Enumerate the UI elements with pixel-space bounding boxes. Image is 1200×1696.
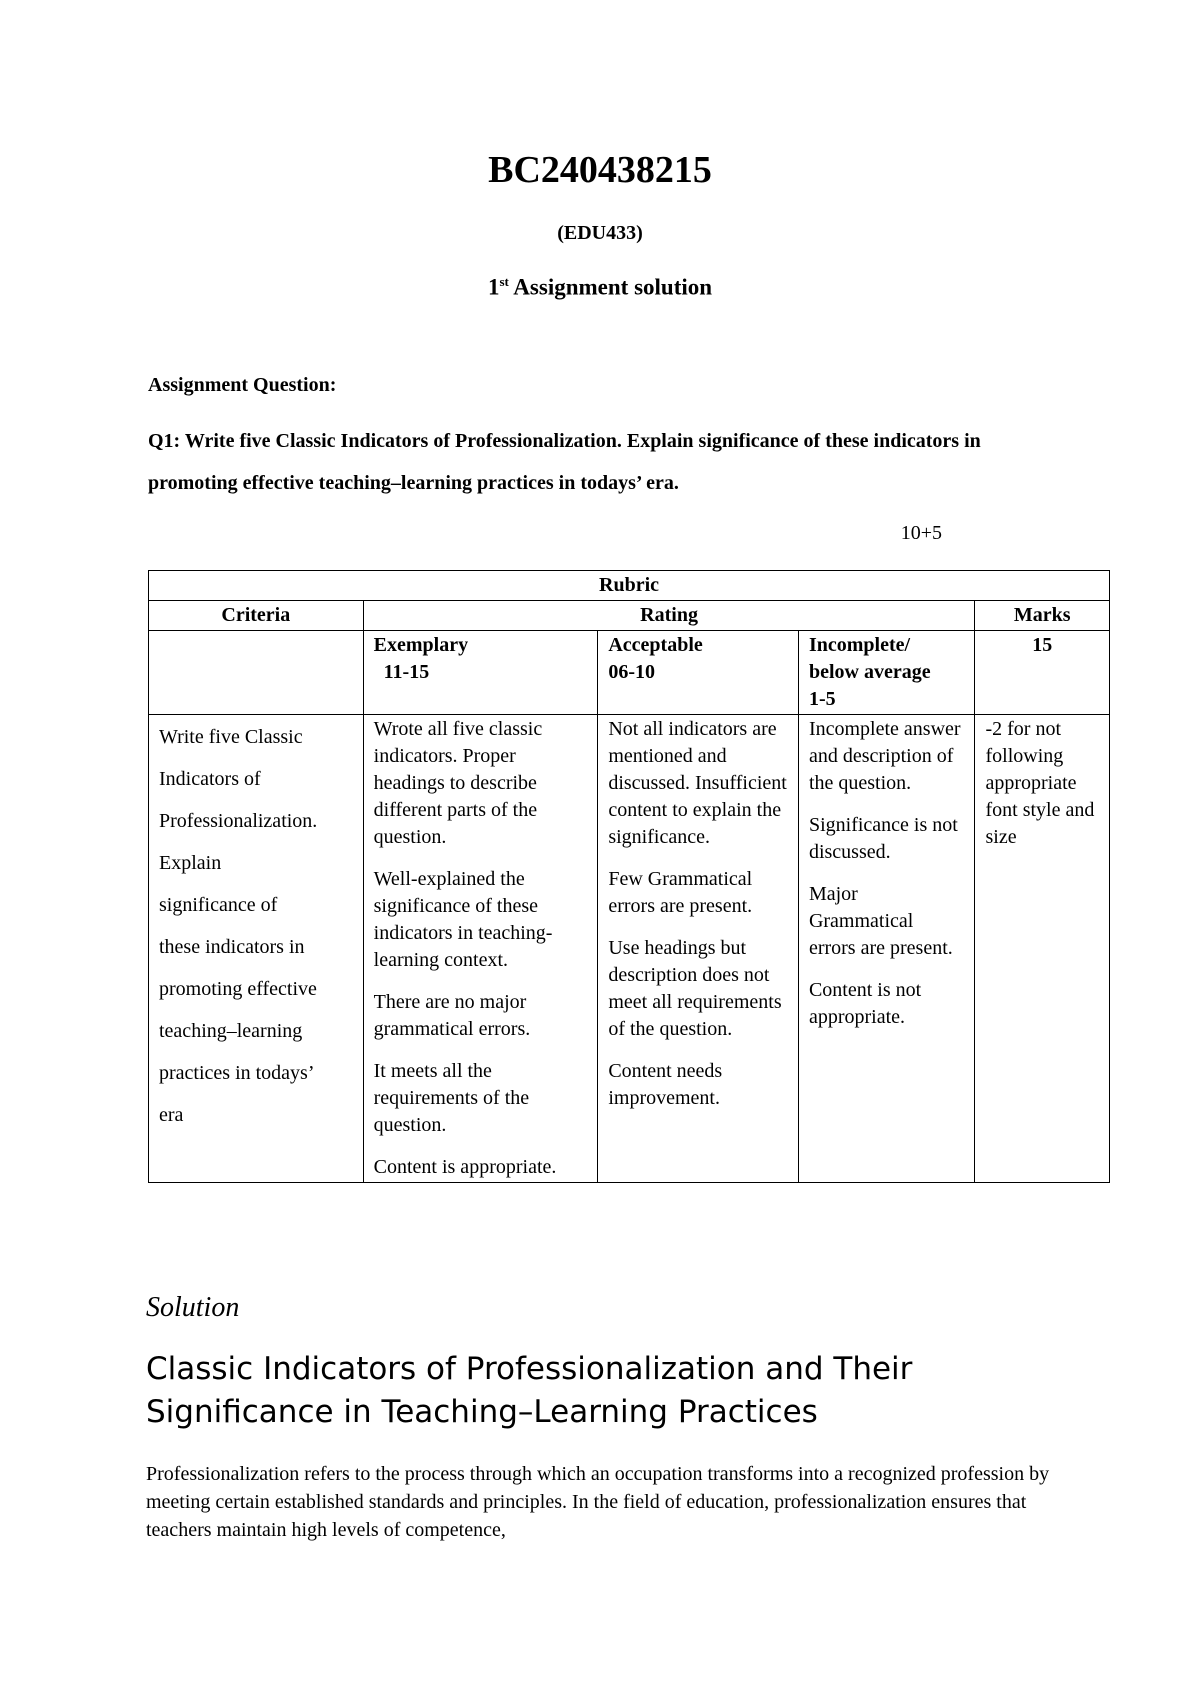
solution-label: Solution xyxy=(146,1292,240,1323)
criteria-line: teaching–learning xyxy=(159,1020,303,1042)
criteria-line: Indicators of xyxy=(159,768,261,790)
exemplary-item: It meets all the requirements of the question. xyxy=(373,1060,530,1136)
level-range: 11-15 xyxy=(383,661,430,683)
course-code: (EDU433) xyxy=(557,222,643,244)
exemplary-item: Wrote all five classic indicators. Proper headings to describe different parts of the question. xyxy=(373,718,543,848)
marks-note-cell xyxy=(975,715,1110,1183)
criteria-line: Professionalization. xyxy=(159,810,318,832)
acceptable-cell xyxy=(598,715,799,1183)
rating-header: Rating xyxy=(363,601,975,631)
rubric-criteria-row xyxy=(149,715,1110,1183)
rubric-table xyxy=(148,570,1110,1183)
rubric-title: Rubric xyxy=(149,571,1110,601)
assignment-number: 1 xyxy=(487,274,500,300)
assignment-title xyxy=(0,274,1200,301)
criteria-line: these indicators in xyxy=(159,936,305,958)
level-incomplete xyxy=(798,631,975,715)
marks-note: -2 for not following appropriate font style and size xyxy=(985,718,1095,848)
exemplary-item: Content is appropriate. xyxy=(373,1156,557,1178)
question-text: Q1: Write five Classic Indicators of Professionalization. Explain significance of these indicators in promoting effective teaching–learning practices in todays’ era. xyxy=(148,430,981,494)
acceptable-item: Few Grammatical errors are present. xyxy=(608,868,753,917)
criteria-line: promoting effective xyxy=(159,978,317,1000)
exemplary-item: There are no major grammatical errors. xyxy=(373,991,531,1040)
total-marks: 15 xyxy=(975,631,1110,715)
criteria-line: era xyxy=(159,1104,184,1126)
incomplete-item: Incomplete answer and description of the question. xyxy=(808,718,961,794)
acceptable-item: Content needs improvement. xyxy=(608,1060,723,1109)
acceptable-item: Use headings but description does not meet all requirements of the question. xyxy=(608,937,782,1040)
exemplary-cell xyxy=(363,715,598,1183)
rubric-header-row xyxy=(149,601,1110,631)
level-exemplary xyxy=(363,631,598,715)
criteria-line: practices in todays’ xyxy=(159,1062,315,1084)
level-acceptable xyxy=(598,631,799,715)
criteria-header: Criteria xyxy=(149,601,364,631)
rubric-title-row xyxy=(149,571,1110,601)
solution-heading: Classic Indicators of Professionalization and Their Significance in Teaching–Learning Practices xyxy=(146,1351,913,1430)
empty-cell xyxy=(149,631,364,715)
level-label: Acceptable xyxy=(608,634,703,656)
question-label: Assignment Question: xyxy=(148,374,337,396)
student-id: BC240438215 xyxy=(488,149,712,191)
assignment-title-text: Assignment solution xyxy=(508,274,713,300)
level-range: 06-10 xyxy=(608,661,656,683)
acceptable-item: Not all indicators are mentioned and discussed. Insufficient content to explain the significance. xyxy=(608,718,787,848)
exemplary-item: Well-explained the significance of these indicators in teaching-learning context. xyxy=(373,868,553,971)
question-marks: 10+5 xyxy=(900,522,942,544)
solution-body: Professionalization refers to the process through which an occupation transforms into a recognized profession by meeting certain established standards and principles. In the field of education, professionalization ensures that teachers maintain high levels of competence, xyxy=(146,1463,1050,1541)
criteria-line: Write five Classic xyxy=(159,726,303,748)
level-range: 1-5 xyxy=(808,688,836,710)
criteria-line: Explain xyxy=(159,852,222,874)
incomplete-item: Significance is not discussed. xyxy=(808,814,958,863)
rubric-levels-row xyxy=(149,631,1110,715)
incomplete-item: Major Grammatical errors are present. xyxy=(808,883,953,959)
criteria-cell xyxy=(149,715,364,1183)
criteria-line: significance of xyxy=(159,894,278,916)
assignment-suffix: st xyxy=(499,274,509,289)
marks-header: Marks xyxy=(975,601,1110,631)
incomplete-cell xyxy=(798,715,975,1183)
level-label: Incomplete/ below average xyxy=(808,634,931,683)
level-label: Exemplary xyxy=(373,634,469,656)
incomplete-item: Content is not appropriate. xyxy=(808,979,922,1028)
